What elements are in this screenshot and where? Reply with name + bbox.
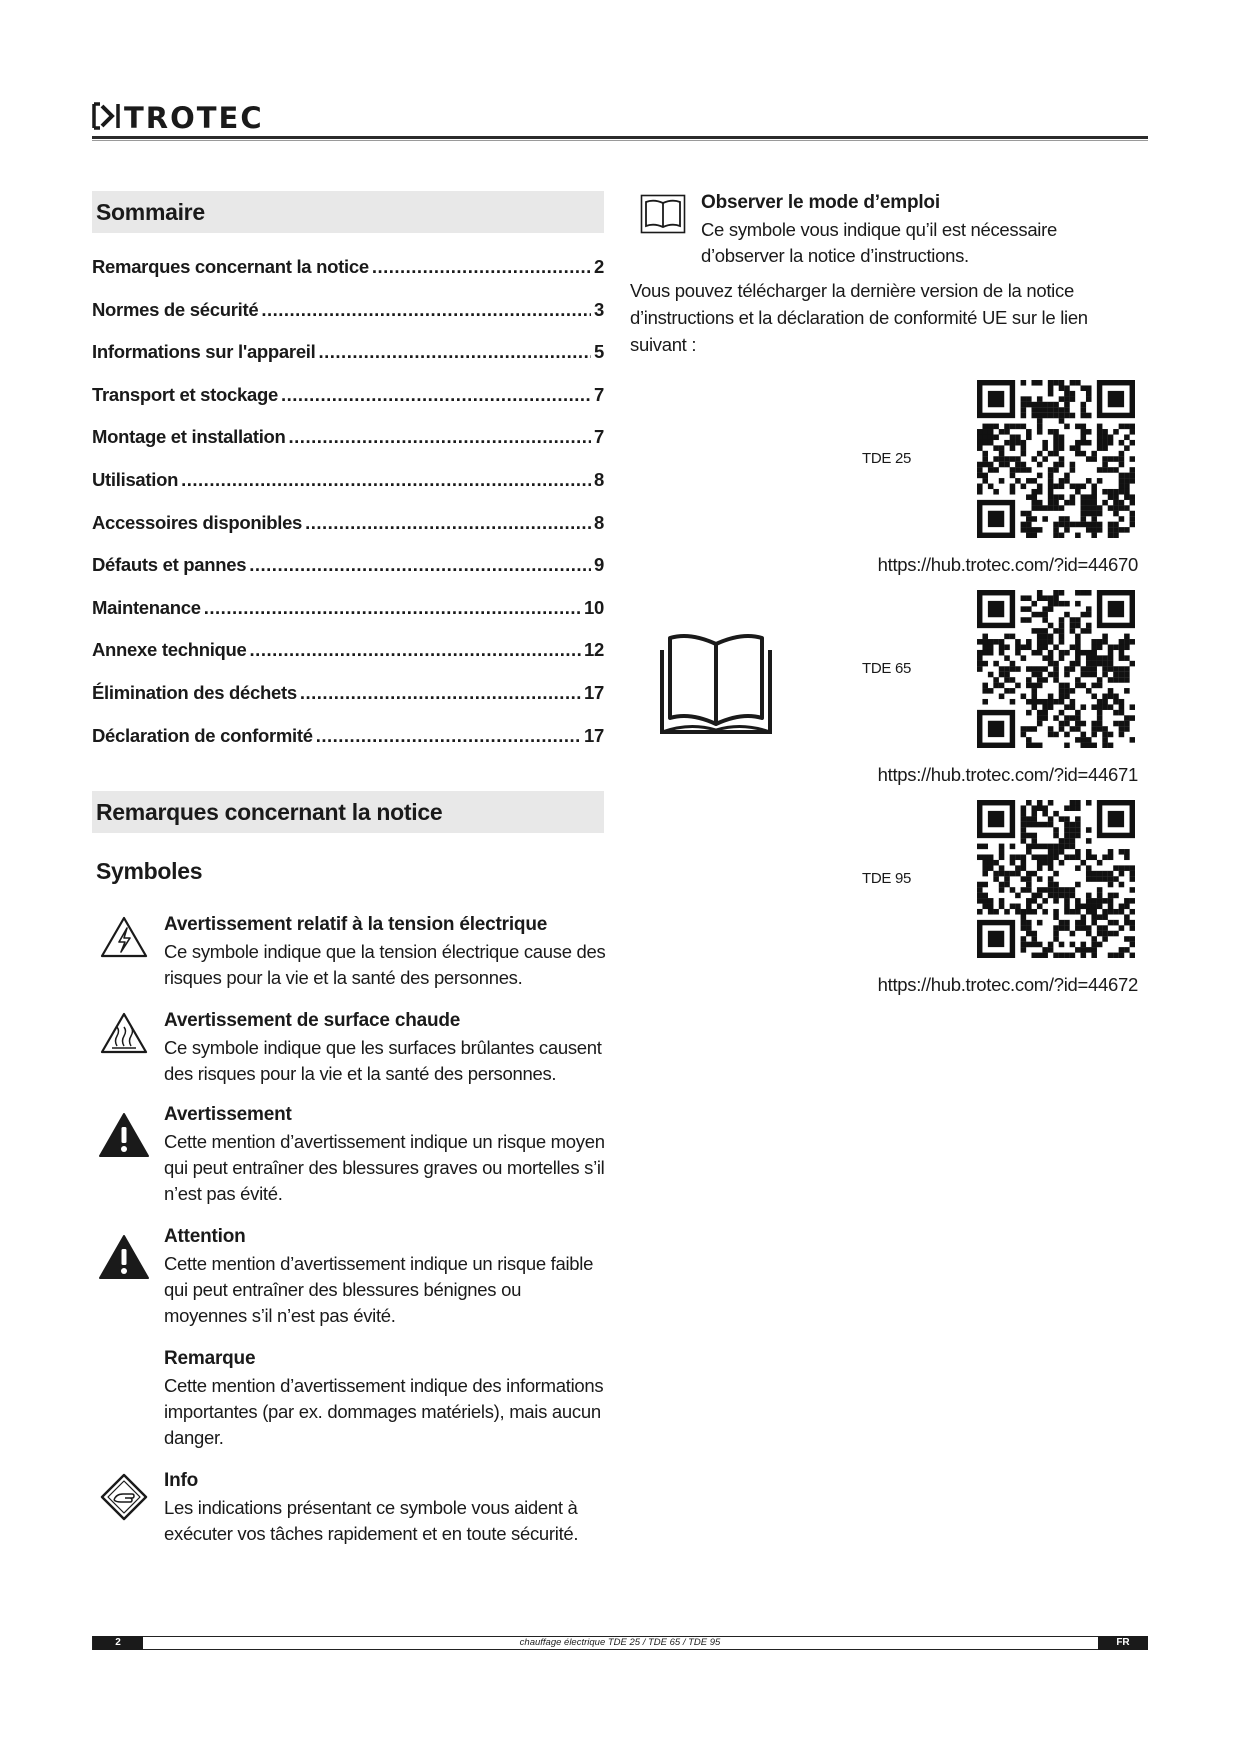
symbol-title: Avertissement bbox=[164, 1104, 292, 1125]
toc-leader-dots bbox=[289, 422, 591, 452]
symbol-description: Ce symbole indique que les surfaces brûlantes causent des risques pour la vie et la santé des personnes. bbox=[164, 1037, 602, 1084]
symbol-entry-attention bbox=[96, 1224, 606, 1334]
toc-item-title: Annexe technique bbox=[92, 639, 247, 661]
page-footer bbox=[92, 1636, 1148, 1650]
table-of-contents bbox=[92, 248, 604, 759]
toc-leader-dots bbox=[261, 295, 591, 325]
symbol-title: Avertissement relatif à la tension électrique bbox=[164, 914, 548, 935]
symbol-entry-note bbox=[96, 1346, 606, 1456]
toc-leader-dots bbox=[305, 508, 591, 538]
toc-item-title: Élimination des déchets bbox=[92, 681, 297, 703]
toc-item-title: Normes de sécurité bbox=[92, 298, 259, 320]
toc-item-title: Maintenance bbox=[92, 596, 201, 618]
toc-item-page: 7 bbox=[594, 426, 604, 448]
qr-url-link[interactable]: https://hub.trotec.com/?id=44670 bbox=[877, 554, 1138, 575]
observe-manual-description: Ce symbole vous indique qu’il est nécessaire d’observer la notice d’instructions. bbox=[701, 219, 1057, 266]
toc-item-page: 9 bbox=[594, 554, 604, 576]
large-manual-book-icon bbox=[656, 630, 776, 734]
toc-item[interactable] bbox=[92, 631, 604, 674]
toc-leader-dots bbox=[300, 678, 581, 708]
toc-item-page: 17 bbox=[584, 681, 604, 703]
symbol-description: Ce symbole indique que la tension électrique cause des risques pour la vie et la santé des personnes. bbox=[164, 941, 606, 988]
toc-leader-dots bbox=[281, 380, 591, 410]
header-rule-thin bbox=[92, 140, 1148, 141]
symbol-title: Attention bbox=[164, 1226, 246, 1247]
toc-item-title: Informations sur l'appareil bbox=[92, 341, 316, 363]
toc-item-page: 12 bbox=[584, 639, 604, 661]
symbol-description: Cette mention d’avertissement indique un risque moyen qui peut entraîner des blessures graves ou mortelles s’il n’est pas évité. bbox=[164, 1131, 605, 1204]
toc-item[interactable] bbox=[92, 333, 604, 376]
toc-item-page: 2 bbox=[594, 256, 604, 277]
qr-code-icon[interactable] bbox=[977, 380, 1135, 538]
toc-item-title: Remarques concernant la notice bbox=[92, 256, 369, 277]
toc-item-title: Transport et stockage bbox=[92, 383, 278, 405]
toc-item[interactable] bbox=[92, 589, 604, 632]
symbol-description: Cette mention d’avertissement indique des informations importantes (par ex. dommages matériels), mais aucun danger. bbox=[164, 1375, 604, 1448]
qr-url-link[interactable]: https://hub.trotec.com/?id=44671 bbox=[877, 764, 1138, 785]
observe-manual-title: Observer le mode d’emploi bbox=[701, 192, 940, 213]
symbols-subheading: Symboles bbox=[96, 858, 203, 884]
toc-heading: Sommaire bbox=[92, 191, 604, 233]
toc-item-page: 7 bbox=[594, 383, 604, 405]
toc-item[interactable] bbox=[92, 674, 604, 717]
toc-item[interactable] bbox=[92, 717, 604, 760]
qr-code-icon[interactable] bbox=[977, 590, 1135, 748]
symbol-entry-info bbox=[96, 1468, 606, 1558]
trotec-logo bbox=[92, 98, 332, 134]
brand-name: TROTEC bbox=[124, 101, 264, 134]
download-instructions: Vous pouvez télécharger la dernière version de la notice d’instructions et la déclaration de conformité UE sur le lien suivant : bbox=[630, 280, 1088, 355]
toc-item-title: Montage et installation bbox=[92, 426, 286, 448]
toc-item-page: 3 bbox=[594, 298, 604, 320]
toc-leader-dots bbox=[181, 465, 591, 495]
toc-item-page: 8 bbox=[594, 468, 604, 490]
symbol-title: Avertissement de surface chaude bbox=[164, 1010, 461, 1031]
hot-surface-warning-icon bbox=[96, 1008, 152, 1058]
symbol-entry-warning bbox=[96, 1102, 606, 1212]
electric-voltage-warning-icon bbox=[96, 912, 152, 962]
toc-item[interactable] bbox=[92, 418, 604, 461]
toc-item[interactable] bbox=[92, 291, 604, 334]
toc-item-title: Accessoires disponibles bbox=[92, 511, 303, 533]
toc-item[interactable] bbox=[92, 376, 604, 419]
toc-item-page: 10 bbox=[584, 596, 604, 618]
footer-document-title: chauffage électrique TDE 25 / TDE 65 / TDE 95 bbox=[519, 1637, 721, 1648]
qr-url-link[interactable]: https://hub.trotec.com/?id=44672 bbox=[877, 974, 1138, 995]
toc-leader-dots bbox=[249, 550, 591, 580]
toc-item-title: Défauts et pannes bbox=[92, 554, 247, 576]
toc-leader-dots bbox=[316, 721, 581, 751]
symbol-title: Remarque bbox=[164, 1348, 256, 1369]
notice-heading: Remarques concernant la notice bbox=[92, 791, 604, 833]
toc-leader-dots bbox=[204, 593, 581, 623]
footer-page-number: 2 bbox=[93, 1636, 143, 1650]
toc-item[interactable] bbox=[92, 504, 604, 547]
warning-icon bbox=[96, 1110, 152, 1160]
qr-model-label: TDE 65 bbox=[862, 660, 912, 677]
toc-item[interactable] bbox=[92, 461, 604, 504]
toc-item[interactable] bbox=[92, 248, 604, 291]
toc-item-page: 5 bbox=[594, 341, 604, 363]
toc-item-title: Utilisation bbox=[92, 468, 179, 490]
info-hand-icon bbox=[96, 1472, 152, 1522]
qr-code-icon[interactable] bbox=[977, 800, 1135, 958]
toc-item-title: Déclaration de conformité bbox=[92, 724, 313, 746]
symbol-title: Info bbox=[164, 1470, 199, 1491]
toc-item[interactable] bbox=[92, 546, 604, 589]
symbol-description: Cette mention d’avertissement indique un risque faible qui peut entraîner des blessures bénignes ou moyennes s’il n’est pas évité. bbox=[164, 1253, 594, 1326]
observe-manual-block bbox=[701, 190, 1121, 269]
toc-item-page: 8 bbox=[594, 511, 604, 533]
caution-icon bbox=[96, 1232, 152, 1282]
footer-language: FR bbox=[1098, 1636, 1148, 1650]
toc-item-page: 17 bbox=[584, 724, 604, 746]
toc-leader-dots bbox=[372, 252, 591, 282]
qr-model-label: TDE 25 bbox=[862, 450, 912, 467]
qr-model-label: TDE 95 bbox=[862, 870, 912, 887]
toc-leader-dots bbox=[319, 337, 592, 367]
symbol-description: Les indications présentant ce symbole vous aident à exécuter vos tâches rapidement et en toute sécurité. bbox=[164, 1497, 579, 1544]
symbol-entry-electric bbox=[96, 912, 606, 992]
symbol-entry-hot-surface bbox=[96, 1008, 606, 1088]
header-rule bbox=[92, 136, 1148, 139]
toc-leader-dots bbox=[250, 635, 581, 665]
manual-book-icon bbox=[640, 194, 686, 234]
